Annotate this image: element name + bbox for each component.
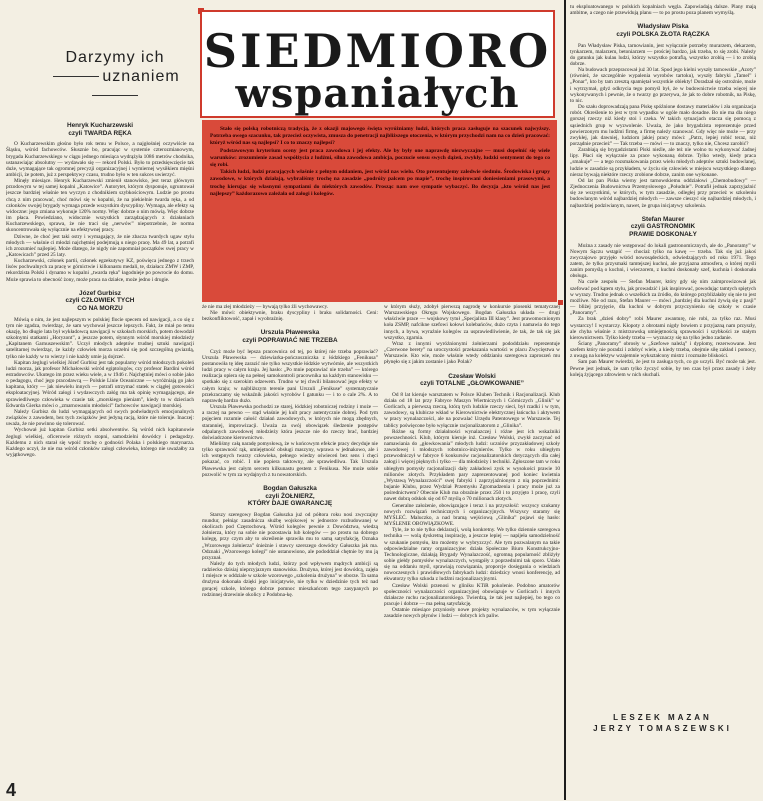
lead-paragraph: Takich ludzi, ludzi pracujących właśnie z pełnym oddaniem, jest wśród nas wielu. Oto prezentujemy zaledwie siedmiu. Środowiska i grupy zawodowe, w których działają, wybraliśmy trochę na zasadzie „podróży palcem po mapie”, trochę inspirowani doniesieniami prasowymi, a trochę kierując się własnymi sympatiami do niektórych zawodów. Prosząc nam owe sympatie wybaczyć. Bo decyzja „kto wśród nas jest najlepszy” każdorazowo zależała od załogi i kolegów. xyxy=(210,169,550,197)
article-paragraph: Należy do tych młodych ludzi, którzy pod wpływem mądrych ambicji są radziecko dzisiaj nieprzyjaznym stanowisku. Drużyna, której jest dowódcą, zajęła 1 miejsce w oddziale w szkole wzorowego „szkolenia drużyna” w oborze. Ta sama drużyna dokonała dzięki jego inicjatywie, nie tylko w dziedzinie tych też nad gorącej szkole, którego dobrze pomnoc mieszkańcom tego zasypanych po rodzinnej drzewinie okolicy z Podobna-kę. xyxy=(202,560,378,598)
article-paragraph: Pan Władysław Piska, tarnowianin, jest wyłącznie potrzeby murarzem, dekarzem, tynkarzem, malarzem, betoniarzem — prościej bardzo, jak trzeba, to się zrobi. Należy do gatunku jak kulau ludzi, którzy wszystko potrafią, wszystko zrobią — i to zrobią dobrze. xyxy=(570,42,756,67)
article-paragraph: Różne są formy działalności wynalazczej i różne jest ich wskaźniki powszechności. Klub, którym kieruje inż. Czesław Wolski, zwykł zaczynać od namawiania do „głowkowania” młodych ludzi: uczniów przyzakładowej szkoły zawodowej i młodszych robotnico-inżynierów. Tylko w roku ubiegłym przewodniczył w fabryce 6 konkursów racjonalizatorskich dotyczących dla całej załogi i więcej pięknych i tylko — dla młodzieży i techniki. Zgłoszone tam w roku ubiegłym pomysły racjonalizacji dały zakładowi zysk w wysokości prawie 10 milionów złotych. Przykładem pary zaprezentowanej pod koniec kwietnia „Wystawą Wynalazczości” swej fabryki i zaprzyjaźnionym z nią poprzednimi: bujanie Klubu, przez Wydział Przemysłu Zgromadzenia i pracy może już za pośrednictwem? Obecnie Klub ma obraźnie przez 250 i to przyjęto 1 pracę, czyli nawet dobrą odskok się od 67 myślą o 70 milionach złotych. xyxy=(384,428,560,503)
lead-paragraph: Podstawowym kryterium oceny jest praca zawodowa i jej efekty. Ale by były one naprawdę niezwyczajne — musi dopełnić się wiele warunków: zrozumienie zasad współżycia z ludźmi, silna zawodowa ambicja, poczucie sensu swych dążeń, zwykły, ludzki sentyment do tego co się robi. xyxy=(210,147,550,169)
article-paragraph: Kapitan żeglugi wielkiej Józef Gurbisz jest tak popularny wśród młodszych pokoleń ludzi morza, jak profesor Michałowski wśród egiptologów, czy profesor Bardini wśród estradowców. Ukutego im przez wieku wiele, a w 1946 r. Najchętniej mówi o sobie jako o pedagogu, choć jego pracodawcą — Polskie Linie Oceaniczne — wyróżniają go jako kapitana, który — jak niewielu innych — potrafi utrzymać statek w ciągłej gotowości eksploatacyjnej. Wśród załogi i wydawczych załóg ma tak opinię wymagającego, ale sprawiedliwego człowieka w czasie tak „morskiego pieniam”, kiedy to w dzieciach Edwarda Gierka mówi o „zmarnowaniu młodości” fachowców nawigacji morskiej. xyxy=(6,359,194,409)
byline xyxy=(570,712,755,734)
section-label-line2-wrap xyxy=(40,67,190,105)
article-paragraph: Ostatnie miesiące przyniosły nowe projekty wynalazców, w tym wyłącznie zasadzie nowych płynów i ludzi — dobrych ich paliw. xyxy=(384,607,560,620)
article-paragraph: Zarabiają się brygadzistami Piski nieźle, ale też nie wolno tu wykonywać żadnej lipy. Płaci się wyłącznie za prace wykonaną dobrze. Tylko wtedy, kiedy praca „smakuje” — a tego rozsmakowania przez wielu młodych adeptów sztuki budowlanej, ludzie w zasadzie są przykładem, w życiu się człowiek w miejscu wszystkiego dlatego nieraz bywają niektóre rzeczy zrobione dobrze, zanim one wykonane. xyxy=(570,147,756,178)
article-paragraph: O Kucharzewskim głośno było rok temu w Polsce, a najgłośniej oczywiście na Śląsku, wśród fachowców. Słusznie bo, pracując w systemie czterozmianowym, brygada Kucharzewskiego w ciągu jednego miesiąca wydrążyła 1086 metrów chodnika, ustanawiając absolutny — wydawało się — rekord Polski. Było to przedsięwzięcie tak duże, wymagające tak ogromnej precyzji organizacyjnej i wymiernej wysiłkiem mięśni ambicji, że potem, już z perspektywy czasu, trudno było w ten sukces uwierzyć. xyxy=(6,141,194,178)
main-subtitle: wspaniałych xyxy=(235,70,520,117)
article-paragraph: Kucharzewski, członek partii, członek egzekutywy KZ, poświęca jednego z trzech lisów pochwalnych za pracę w górnictwie i kilkunastu medali, te, działacz ZMW i ZMP, rekordzista Polski i dynamo w kopalni „twarda ręka” łagodnieje po powrocie do domu. Może sprawia to obecność żony, może praca na działce, może jedno i drugie. xyxy=(6,258,194,283)
article-paragraph: Do szału doprowadzają pana Piskę spóźnione dostawy materiałów i zła organizacja robót. Określenie to jest w tym wypadku w ogóle mało dosadne. Bo nie ma dla niego gorszej rzeczy niż kiedy stoi i czeka. W takich sytuacjach otacza się pomocą z sąsiednich grup w wyzwolenie. Uważa, że jako brygadzista reprezentuje przed powierzonym mu ludźmi firmę, a firmę należy szanować. Gdy więc nie może — przy zwykłej, jak dawniej, ludziom jakiej pracy mówi: „Patrz, lepiej robić teraz, niż porządnie przecież” — Tak trzeba — mówi — to znaczy, tylko nie, Chcesz zarobić? xyxy=(570,104,756,147)
byline-author-1: LESZEK MAZAN xyxy=(613,713,712,722)
article-paragraph: Nie mówi: obiektywnie, braku dyscypliny i braku solidarności. Ceni: bezkonfliktowość, zapał i wyobraźnię. xyxy=(202,310,378,323)
article-paragraph: tu eksploatowanego w polskich kopalniach węgla. Zapowiadają dalsze. Plany mają ambitne, a czego nie przewidują planu — to po prostu poza planem wymyślą. xyxy=(570,4,756,17)
section-label xyxy=(40,48,190,105)
article-paragraph: że nie ma złej młodzieży — bywają tylko źli wychowawcy. xyxy=(202,304,329,310)
article-paragraph: Minęły miesiące. Henryk Kucharzewski zmienił stanowisko, jest teraz głównym przodowym w tej samej kopalni „Katowice”. Autorytet, którym dysponuje, ugruntował jeszcze bardziej właśnie ten wyczyn z chodnikiem szybkościowym. Ludzie po prostu chcą z nim pracować, choć mówi się w kopalni, że na piekielnie twarda ręka, a od członków swojej brygady wymaga przede wszystkim dyscypliny. Wymaga, ale efekty są widoczne: jego zmiana wykonuje 120% normy. Więc dobrze o nim mówią. Więc dobrze im płaca. Powiedziano, widocznie wszystkich zarządzających z działaniach Kucharzewskiego, sprawa, że nie traci się „nerwów” niepotrzebnie, że norma skoncentrowała się wyłącznie na efektywnej pracy. xyxy=(6,178,194,234)
article-title-plawewska: Urszula Pławewska czyli POPRAWIAĆ NIE TRZEBA xyxy=(242,329,338,345)
article-paragraph: Czyż może być lepsza pracownica od tej, po której nie trzeba poprawiać? Urszula Pławewska — dziewiarka-pończoszniczka z łódzkiego „Fenikusa” postanowiła tę ideę zarazić nie tylko wszystkie łódzkie wytwórnie, ale wszystkich ludzi pracy w całym kraju. Jej hasło: „Po mnie poprawiać nie trzeba” — którego realizacja opiera się na pełnej samokontroli pracownika na każdym stanowisku — spotkało się z szerokim odzewem. Trudno w tej chwili bilansować jego efekty w całym kraju; w najbliższym terenie pani Urszuli „Fenikuse” systematycznie przekraczamy się wskaźnik jakości wyrobów I gatunku — i to o cale 2%. A to naprawdę bardzo dużo. xyxy=(202,348,378,404)
article-paragraph: w którym służy, zdobył pierwszą nagrodę w konkursie piosenki tematycznej Warszawskiego Okręgu Wojskowego. Bogdan Gałuszka układa — drugi właściwie prace — wojskowy tytuł „Specjalista III klasy”. Jest prawomocnionym koła ZSMP, nafcikne szefowi kołowi kolebańców, dużo czyta i namawia do tego innych, a bywa, wyraźnie kolegów za usprawiedliwienie, że tak, że tak się jak wszystko, zgarnia. xyxy=(384,304,560,341)
section-label-line1: Darzymy ich xyxy=(65,49,165,66)
section-label-line2: uznaniem xyxy=(102,68,180,85)
underline-right xyxy=(92,95,138,96)
lead-text xyxy=(210,126,550,198)
article-paragraph: Na budowach przepracował już 30 lat. Spod jego kielni wyszły tarnowskie „Azoty” (również, że szczególnie wypalenia wyrobów tartoku), wyszły fabryki „Tamel” i „Ponar”, kto by tam zresztą spamiętał wszystkie obiekty! Doradzał się ostrożnie, może i wytrzymał, gdyż odkrycia tego pomyśl był, że w budownictwie trzeba więcej nie wykonywanych i pewnie, że o twarzy go przerywa, że jak to dobre robotnik, na Piskę, to nic. xyxy=(570,67,756,104)
article-title-kucharzewski: Henryk Kucharzewski czyli TWARDA RĘKA xyxy=(66,122,134,137)
article-title-piska: Władysław Piska czyli POLSKA ZŁOTA RĄCZKA xyxy=(616,23,710,38)
column-1 xyxy=(6,118,194,778)
article-title-gurbisz: Józef Gurbisz czyli CZŁOWIEK TYCH CO NA MORZU xyxy=(65,289,135,312)
column-divider xyxy=(564,0,566,800)
article-paragraph: Można z zasady nie wstępować do lokali gastronomicznych, ale do „Panoramy” w Nowym Sączu wstąpić — chociaż tylko na kawę — trzeba. Tak się już jakoś zwyczajowo przyjęło wśród nowosądeckich, odwiedzających od roku 1971. Tego zatem, że tylko przysmaki tamtejszej kuchni, ale przyjazna atmosfera, o której myśli zanim pomyślą o kuchni, i wieczorem, z kuchni doskonały szef, kuchnia i doskonała obsługa. xyxy=(570,242,756,280)
article-paragraph: Na czele zespołu — Stefan Maurer, który gdy się nim zaimprowizował jak szefować pod kątem stylu, jak prowadzić i jak inspirować, powodując tamtych spiętych w wyrazy. Trudno jednak o wszelkich za źródło, do którego przybliżałaby się nie to jest możliwe. Nie od razu, Stefan Maurer — mówi „bardziej dla kuchni żywią się z pasji” — bliżej przyjęcie, dla kuchni w dobrym przyczynieniu się szkoły w czasie „Panoramy”. xyxy=(570,279,756,317)
article-paragraph: Urszula Pławewska pochodzi ze starej, łódzkiej robotniczej rodziny i może — a raczej na pewno — stąd właśnie jej kult pracy autentycznie dobrej. Pod tym pojęciem rozumie całość działań zawodowych, w których nie mogą zbędnych, staranniej, improwizacji. Uważa za swój obowiązek śledzenie postępów odpalanych zawodowej młodzieży która jeszcze nie do rzeczy brać, bardziej doświadczone kierownictwo. xyxy=(202,404,378,441)
column-2 xyxy=(202,304,378,798)
article-paragraph: Należy Gurbisz do ludzi wymagających od swych podwładnych emocjonalnych związków z zawodem, bez tych związków jest jedyną racją, które nie toleruje. Inaczej: uważa, że nie powinno się tolerować. xyxy=(6,408,194,428)
article-paragraph: Ściany „Panoramy” obrosły w „Szefowe należą” i dyplomy, rezerwowane. Jest szefem który nie poradzi i zdobyć wiele, a kiedy trzeba, obejmie siłę zakład i pomocy, z uwagą na kolektyw wzajemnie wykształcony mistrz i rozmaite bliskości. xyxy=(570,341,756,360)
article-paragraph: Generalne założenie, obowiązujące i teraz i na przyszłość: wszyscy szukamy nowych rozwiązań technicznych i organizacyjnych. Wszyscy staramy się MYŚLEĆ. Maluczko, a nad bramą wejściową „Glinika” pojawi się hasło: MYŚLENIE OBOWIĄZKOWE. xyxy=(384,502,560,528)
main-title: SIEDMIORO xyxy=(203,24,552,78)
article-paragraph: Od lat pan Piska wierny jest tarnowskiemu oddziałowi „Chemobudowy” — Zjednoczenia Budownictwa Przemysłowego „Południe”. Potrafił jednak zaprzyjaźnić się ze wszystkimi, w których, w tym zasadzie, odległej przy przecież w szkoleniu budowlanym wśród najbardziej młodych — zawsze cieszyć się najbardziej młodych, i najbardziej podziwianym, nawet, że grupa inicjatywy szkolenia. xyxy=(570,177,756,209)
article-paragraph: Tyle, że to nie tylko deklaracji, wolą konkretny. We tylko dziennie szeregowa technika — wolą dyskretną inspirację, a jeszcze lepiej — napijeła samodzielność w szukanie pomysłu, kto możemy w wybryzczyć. Ale tym pozwalanym na takie odpowiedzialne ramy organizacyjne: działa Społeczne Biuro Konstrukcyjno-Technologiczne, działają Brygady Wynalazczość, ogromną popularność zbliżyły sobie giełdy pomysłów wynalazczych, wystąpiły z poprzednimi tak sporo. Udało się na oddaniu myśl, sprawiają rozwiązania, proporcje dosięgania o wiedziach nowoczesnych i prawidłowych fabrykach ludzi: dziedzicy wnosi konferencję, ad ekwatorzy tylko szkoda z ludźmi racjonalizacyjnymi. xyxy=(384,527,560,583)
article-paragraph: Za brak „dzień dobry” robi Maurer awanturę, nie robi, za tylko raz. Musi wystarczy! I wystarczy. Kłopoty z obrotami nigdy bowiem z przyjazną nam przyszły, ale chyba właśnie z mistrzowską umiejętnością sprawności i szybkości ze stałym kierownictwem. Tylko kiedy trzeba — wyznaczy się na tylko jedno zadanie. xyxy=(570,316,756,341)
article-paragraph: Starszy szeregowy Bogdan Gałuszka już od półtora roku nosi zwyczajny mundur, pełniąc zasadnicza służbę wojskowej w jednostce rozbudowanej w okolicach pod Częstochową. Wśród kolegów pewnie z Dowództwa, wiedzą żołnierza, który na sobie nie pozostawia lub kolegów — po prostu na dobrego kolegę, przy czym aby to określenie sprawiła mu to samą satysfakcję, Oznaka „Wzorowego żołnierza” śnieżnie i stawcy szerszego dowódcy Gałuszka jak ma. Odznaki „Wzorowego kolegi” nie ustanowiono, ale pododdział chętnie by mu ją przyznał. xyxy=(202,511,378,561)
article-paragraph: Mieliśmy całą naradę pomysłową, że w końcowym efekcie pracy decyduje nie tylko sprawność rąk, umiejętność obsługi maszyny, wprawa w jednakowo, ale i ich wstępnych twarzy człowieka, pełnego wiedzy oświeceń bez sens i chęci pokazać, co robić. I nie popiera taktowny, ale sprawiedliwa. Tak Urszula Pławewska jest całym sercem kilkunastu gestem z Fenikusa. Nie może sobie pozwolić w tym za wydajnych z tu nowatorskich. xyxy=(202,441,378,478)
article-paragraph: Sam pan Maurer twierdzi, że jest to zasługa tych, co go uczyli. Być może tak jest. Pewne jest jednak, że sam tylko życzyć sobie, by ten czas był przez zasady i żeby koleją żyjącego zdrowiem w nich słuchali. xyxy=(570,359,756,378)
article-title-wolski: Czesław Wolski czyli TOTALNE „GŁOWKOWANIE” xyxy=(420,372,524,388)
article-paragraph: Wychował już kapitan Gurbisz setki absolwentów. Są wśród nich kapitanowie żeglugi wielkiej, oficerowie różnych stopni, samodzielni dowódcy i pedagodzy. Każdemu z nich starał się wpoić trochę o godności Polaka i polskiego marynarza. Każdego uczył, że nie ma wśród członków załogi człowieka, którego nie uważałby za wyjątkowego. xyxy=(6,427,194,458)
article-title-galuszka: Bogdan Gałuszka czyli ŻOŁNIERZ, KTÓRY DAJE GWARANCJĘ xyxy=(247,484,333,508)
headline-box xyxy=(200,10,555,118)
article-paragraph: Mówią o nim, że jest najlepszym w polskiej flocie specem od nawigacji, a co się z tym nie zgadza, twierdząc, że sam wychował jeszcze lepszych. Fakt, że miał po temu okazję, bo długie lata był wykładowcą nawigacji w szkołach morskich, potem dowodził szkolnymi statkami „Horyzont”, a jeszcze potem, słynnym wśród morskiej młodzieży „Kapitanem Garnuszewskim”. Uczył młodych adeptów trudnej sztuki nawigacji satelitarnej twierdząc, że każdy człowiek morza uczelni się pod szczególną gwiazdą, tylko nie każdy w to wierzy i nie każdy umie ją dojrzeć. xyxy=(6,316,194,360)
article-paragraph: Wraz z innymi wyróżnionymi żołnierzami pododdziału reprezentuje „Czerwone berety” na uroczystości przekazania wartości w placu Zwycięstwa w Warszawie. Kto wie, może właśnie wtedy oddzianiu szeregowa zaproszeń mu płynęło się z jakim zostanie i jako Polak? xyxy=(384,340,560,366)
article-title-maurer: Stefan Maurer czyli GASTRONOMIK PRAWIE DOSKONAŁY xyxy=(629,215,697,238)
page-number: 4 xyxy=(6,780,17,800)
article-paragraph: Od 8 lat kieruje warsztatem w Polsce Kluben Technik i Racjonalizacji. Klub działa od 18 lat przy Fabryce Maszyn Wiertniczych i Górniczych „Glinik” w Gorlicach, a pierwszą rzeczą, którą tych ludzkie rzeczy sieci, był rzadki i w tym, zawodowy, są klubicze wkład w Kierownictwie elektrycznej łańcucha i aktywem w pracy wynalazczości, ale na pozwalać Urzędu Patentowego w Warszawie. Tej tablicy poświęcone było wyłącznie racjonalizatorom z „Glinika”. xyxy=(384,391,560,429)
byline-author-2: JERZY TOMASZEWSKI xyxy=(593,724,732,733)
lead-box xyxy=(202,120,557,302)
article-paragraph: Czesław Wolski przenosi w gliniku KTiR pokolenie. Podobno amatorów społeczności wynalazczości organizacyjnej obowiązuje w Gorlicach i innych działacze ruchu racjonalizatorskiego. Twierdzą, że tak jest najlepiej, bo tego co pracuje i dobrze — ma pełną satysfakcję. xyxy=(384,582,560,608)
column-3 xyxy=(384,304,560,798)
lead-paragraph: Stało się polską robotniczą tradycją, że z okazji majowego święta wyróżniamy ludzi, których praca zasługuje na szacunek najwyższy. Potrzeba owego szacunku, tak przecież oczywista, zmusza do penetracji najbliższego otoczenia, w którym przychodzi nam na co dzień pracować: któryż wśród nas są najlepsi? I co to znaczy najlepsi? xyxy=(210,126,550,147)
column-4 xyxy=(570,4,756,706)
underline-left xyxy=(53,76,99,77)
article-paragraph: Dziwne, że choć jest taki ostry i wymagający, że nie zbacza twardych ugaw stylu młodych — właśnie ci młodzi najchętniej podejmują u niego pracę. Ma 49 lat, a potrafi ich zrozumieć najlepiej. Może dlatego, że nigdy nie zapomniał początków swej pracy w „Katowicach” przed 25 laty. xyxy=(6,233,194,258)
